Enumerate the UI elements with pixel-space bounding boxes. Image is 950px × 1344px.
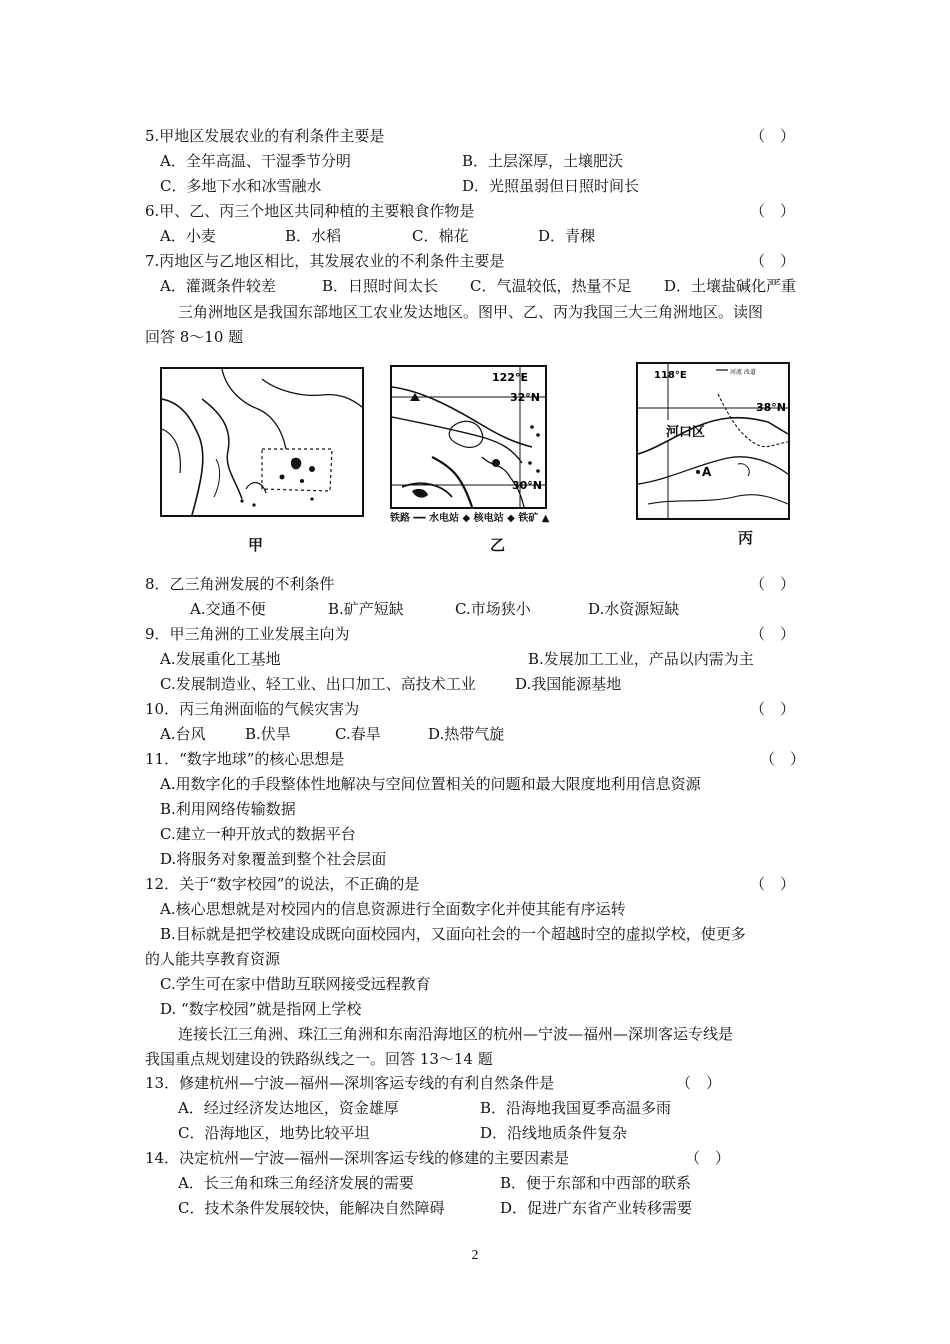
q14-stem: 14．决定杭州—宁波—福州—深圳客运专线的修建的主要因素是 <box>145 1149 570 1167</box>
intro-8-10-line1: 三角洲地区是我国东部地区工农业发达地区。图甲、乙、丙为我国三大三角洲地区。读图 <box>178 303 764 321</box>
q8-option-c: C.市场狭小 <box>455 600 531 618</box>
q6-option-d: D．青稞 <box>538 227 596 245</box>
map-yi-lon-label: 122°E <box>492 371 528 384</box>
q11-option-b: B.利用网络传输数据 <box>160 800 296 818</box>
q5-option-a: A．全年高温、干湿季节分明 <box>160 152 351 170</box>
q7-option-d: D．土壤盐碱化严重 <box>664 277 797 295</box>
q12-option-b-line2: 的人能共享教育资源 <box>145 950 281 968</box>
intro-13-14-line1: 连接长江三角洲、珠江三角洲和东南沿海地区的杭州—宁波—福州—深圳客运专线是 <box>178 1025 734 1043</box>
q13-option-a: A．经过经济发达地区，资金雄厚 <box>178 1099 399 1117</box>
q13-option-c: C．沿海地区，地势比较平坦 <box>178 1124 370 1142</box>
q12-option-c: C.学生可在家中借助互联网接受远程教育 <box>160 975 431 993</box>
map-bing-point-a: A <box>702 465 712 479</box>
q12-option-b-line1: B.目标就是把学校建设成既向面校园内，又面向社会的一个超越时空的虚拟学校，使更多 <box>160 925 746 943</box>
q8-stem: 8．乙三角洲发展的不利条件 <box>145 575 335 593</box>
q11-option-a: A.用数字化的手段整体性地解决与空间位置相关的问题和最大限度地利用信息资源 <box>160 775 701 793</box>
q13-option-b: B．沿海地我国夏季高温多雨 <box>480 1099 672 1117</box>
intro-8-10-line2: 回答 8～10 题 <box>145 328 244 346</box>
q5-stem: 5.甲地区发展农业的有利条件主要是 <box>145 127 385 145</box>
q14-option-d: D．促进广东省产业转移需要 <box>500 1199 693 1217</box>
delta-maps-figure <box>160 362 790 552</box>
q9-option-d: D.我国能源基地 <box>515 675 622 693</box>
q9-option-b: B.发展加工工业，产品以内需为主 <box>528 650 754 668</box>
q14-option-c: C．技术条件发展较快，能解决自然障碍 <box>178 1199 445 1217</box>
q12-option-d: D. “数字校园”就是指网上学校 <box>160 1000 362 1018</box>
q5-answer-paren: （ ） <box>750 127 796 145</box>
q9-answer-paren: （ ） <box>750 625 796 643</box>
q13-option-d: D．沿线地质条件复杂 <box>480 1124 628 1142</box>
map-yi-lat-bottom-label: 30°N <box>512 479 543 492</box>
q10-option-d: D.热带气旋 <box>428 725 505 743</box>
q11-option-d: D.将服务对象覆盖到整个社会层面 <box>160 850 387 868</box>
q9-stem: 9．甲三角洲的工业发展主向为 <box>145 625 350 643</box>
q5-option-c: C．多地下水和冰雪融水 <box>160 177 322 195</box>
q8-option-b: B.矿产短缺 <box>328 600 404 618</box>
q6-option-c: C．棉花 <box>412 227 469 245</box>
q10-stem: 10．丙三角洲面临的气候灾害为 <box>145 700 360 718</box>
q12-stem: 12．关于“数字校园”的说法，不正确的是 <box>145 875 420 893</box>
q5-option-d: D．光照虽弱但日照时间长 <box>462 177 640 195</box>
map-yi-caption: 乙 <box>490 536 506 554</box>
q13-stem: 13．修建杭州—宁波—福州—深圳客运专线的有利自然条件是 <box>145 1074 555 1092</box>
map-jia-caption: 甲 <box>248 536 264 554</box>
map-yi-drawing <box>392 367 545 507</box>
page-number: 2 <box>471 1248 479 1263</box>
q11-stem: 11．“数字地球”的核心思想是 <box>145 750 345 768</box>
q7-answer-paren: （ ） <box>750 252 796 270</box>
map-bing-caption: 丙 <box>738 529 754 547</box>
intro-13-14-line2: 我国重点规划建设的铁路纵线之一。回答 13～14 题 <box>145 1050 493 1068</box>
q8-option-d: D.水资源短缺 <box>588 600 680 618</box>
q9-option-c: C.发展制造业、轻工业、出口加工、高技术工业 <box>160 675 476 693</box>
map-jia-drawing <box>162 369 362 515</box>
q6-stem: 6.甲、乙、丙三个地区共同种植的主要粮食作物是 <box>145 202 475 220</box>
q7-option-a: A．灌溉条件较差 <box>160 277 276 295</box>
q14-option-a: A．长三角和珠三角经济发展的需要 <box>178 1174 414 1192</box>
q12-answer-paren: （ ） <box>750 875 796 893</box>
q7-option-c: C．气温较低，热量不足 <box>470 277 632 295</box>
q14-option-b: B．便于东部和中西部的联系 <box>500 1174 692 1192</box>
q10-answer-paren: （ ） <box>750 700 796 718</box>
map-bing-place-label: 河口区 <box>666 425 706 440</box>
q9-option-a: A.发展重化工基地 <box>160 650 281 668</box>
map-bing <box>636 362 790 520</box>
q10-option-a: A.台风 <box>160 725 206 743</box>
map-yi <box>390 365 547 509</box>
map-jia <box>160 367 364 517</box>
q5-option-b: B．土层深厚，土壤肥沃 <box>462 152 624 170</box>
map-bing-legend: 河流 改道 <box>730 369 756 376</box>
q10-option-c: C.春旱 <box>335 725 381 743</box>
q12-option-a: A.核心思想就是对校园内的信息资源进行全面数字化并使其能有序运转 <box>160 900 626 918</box>
q8-answer-paren: （ ） <box>750 575 796 593</box>
map-bing-lon-label: 118°E <box>654 370 687 381</box>
map-bing-drawing <box>638 364 788 518</box>
q7-stem: 7.丙地区与乙地区相比，其发展农业的不利条件主要是 <box>145 252 505 270</box>
q10-option-b: B.伏旱 <box>245 725 291 743</box>
q7-option-b: B．日照时间太长 <box>322 277 439 295</box>
q6-answer-paren: （ ） <box>750 202 796 220</box>
map-bing-lat-label: 38°N <box>756 401 787 414</box>
q11-option-c: C.建立一种开放式的数据平台 <box>160 825 356 843</box>
q8-option-a: A.交通不便 <box>190 600 266 618</box>
map-yi-legend: 铁路 ━━ 水电站 ◆ 核电站 ◆ 铁矿 ▲ <box>390 513 550 524</box>
q13-answer-paren: （ ） <box>676 1074 722 1092</box>
q6-option-a: A．小麦 <box>160 227 216 245</box>
q14-answer-paren: （ ） <box>685 1149 731 1167</box>
q6-option-b: B．水稻 <box>285 227 342 245</box>
q11-answer-paren: （ ） <box>760 750 806 768</box>
map-yi-lat-top-label: 32°N <box>510 391 541 404</box>
